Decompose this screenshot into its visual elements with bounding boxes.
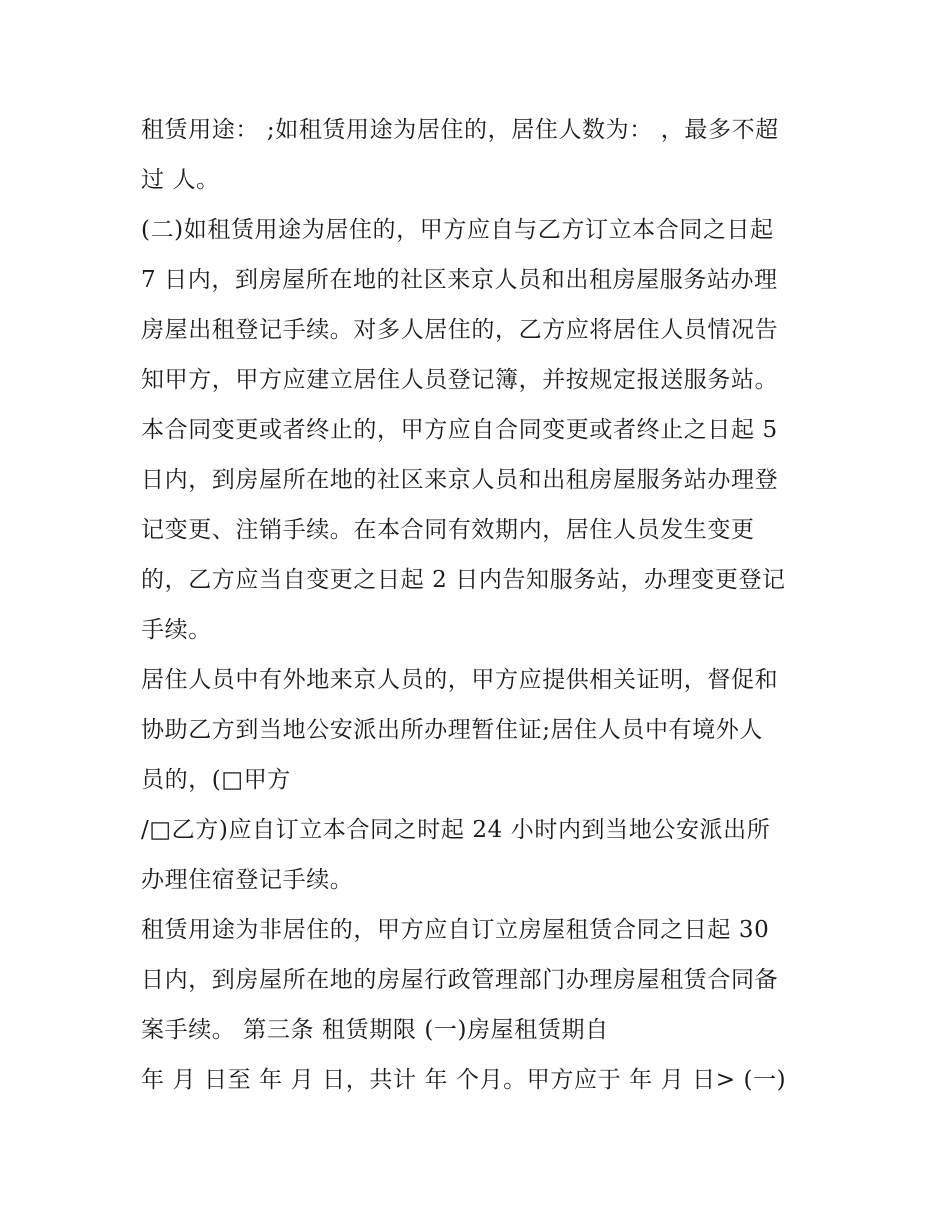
text-line: 案手续。 第三条 租赁期限 (一)房屋租赁期自 — [141, 1017, 609, 1043]
text-line: 年 月 日至 年 月 日，共计 年 个月。甲方应于 年 月 日> (一) — [141, 1067, 787, 1093]
text-line: 日内，到房屋所在地的社区来京人员和出租房屋服务站办理登 — [141, 467, 779, 493]
text-line: 手续。 — [141, 617, 212, 643]
text-line: 日内，到房屋所在地的房屋行政管理部门办理房屋租赁合同备 — [141, 967, 779, 993]
text-line: 7 日内，到房屋所在地的社区来京人员和出租房屋服务站办理 — [141, 267, 778, 293]
text-line: 过 人。 — [141, 167, 220, 193]
text-line: 租赁用途： ;如租赁用途为居住的，居住人数为： ，最多不超 — [141, 117, 779, 143]
text-line: (二)如租赁用途为居住的，甲方应自与乙方订立本合同之日起 — [141, 217, 774, 243]
text-line: 知甲方，甲方应建立居住人员登记簿，并按规定报送服务站。 — [141, 367, 779, 393]
text-line: 租赁用途为非居住的，甲方应自订立房屋租赁合同之日起 30 — [141, 917, 770, 943]
text-line: 居住人员中有外地来京人员的，甲方应提供相关证明，督促和 — [141, 667, 779, 693]
text-line: 协助乙方到当地公安派出所办理暂住证;居住人员中有境外人 — [141, 717, 763, 743]
text-line: 记变更、注销手续。在本合同有效期内，居住人员发生变更 — [141, 517, 755, 543]
text-line: 本合同变更或者终止的，甲方应自合同变更或者终止之日起 5 — [141, 417, 778, 443]
text-line: 办理住宿登记手续。 — [141, 867, 354, 893]
text-line: 的，乙方应当自变更之日起 2 日内告知服务站，办理变更登记 — [141, 567, 786, 593]
text-line: 员的，(□甲方 — [141, 767, 291, 793]
text-line: 房屋出租登记手续。对多人居住的，乙方应将居住人员情况告 — [141, 317, 779, 343]
text-line: /□乙方)应自订立本合同之时起 24 小时内到当地公安派出所 — [141, 817, 771, 843]
